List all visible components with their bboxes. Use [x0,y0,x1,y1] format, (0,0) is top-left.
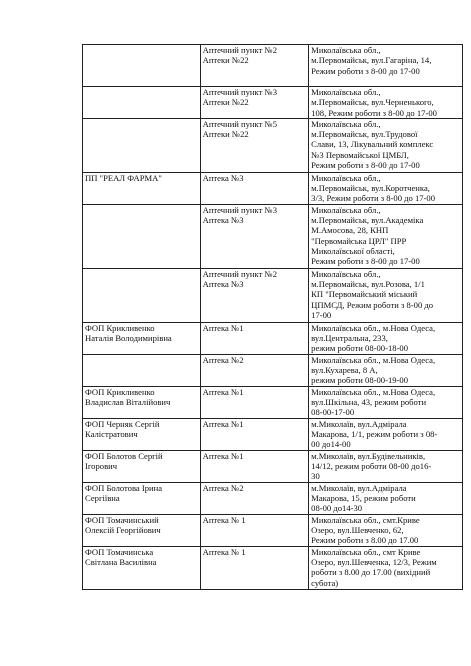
address-cell: м.Миколаїв, вул.Будівельників, 14/12, режим роботи 08-00 до16- 30 [309,450,463,482]
point-cell: Аптечний пункт №5 Аптеки №22 [200,118,309,172]
table-row [83,322,463,354]
table-row [83,354,463,386]
point-cell: Аптека №3 [200,172,309,204]
table-row [83,386,463,418]
owner-cell [83,118,201,172]
address-cell: Миколаївська обл., м.Первомайськ, вул.Черненького, 108, Режим роботи з 8-00 до 17-00 [309,87,463,119]
point-cell: Аптека №1 [200,322,309,354]
pharmacy-table [82,44,463,590]
owner-cell: ФОП Томачинський Олексій Георгійович [83,514,201,546]
point-cell: Аптека № 1 [200,514,309,546]
point-cell: Аптека №2 [200,354,309,386]
address-cell: Миколаївська обл., м.Первомайськ, вул.Гагаріна, 14, Режим роботи з 8-00 до 17-00 [309,45,463,87]
owner-cell: ФОП Болотов Сергій Ігорович [83,450,201,482]
address-cell: Миколаївська обл., м.Первомайськ, вул.Коротченка, 3/3, Режим роботи з 8-00 до 17-00 [309,172,463,204]
point-cell: Аптека №1 [200,418,309,450]
table-row [83,118,463,172]
address-cell: Миколаївська обл., смт Криве Озеро, вул.Шевченка, 12/3, Режим роботи з 8.00 до 17.00 (вихідний субота) [309,546,463,589]
table-row [83,546,463,589]
point-cell: Аптека № 1 [200,546,309,589]
table-row [83,45,463,87]
address-cell: Миколаївська обл., м.Первомайськ, вул.Академіка М.Амосова, 28, КНП "Первомайська ЦРЛ" ПРР Миколаївської області, Режим роботи з 8-00 до 17-00 [309,204,463,268]
point-cell: Аптечний пункт №2 Аптеки №22 [200,45,309,87]
address-cell: м.Миколаїв, вул.Адмірала Макарова, 1/1, режим роботи з 08- 00 до14-00 [309,418,463,450]
point-cell: Аптечний пункт №2 Аптека №3 [200,268,309,322]
address-cell: Миколаївська обл., м.Нова Одеса, вул.Шкільна, 43, режим роботи 08-00-17-00 [309,386,463,418]
owner-cell [83,268,201,322]
owner-cell: ФОП Томачинська Світлана Василівна [83,546,201,589]
owner-cell: ФОП Крикливенко Наталія Володимирівна [83,322,201,354]
address-cell: Миколаївська обл., м.Нова Одеса, вул.Центральна, 233, режим роботи 08-00-18-00 [309,322,463,354]
point-cell: Аптека №2 [200,482,309,514]
point-cell: Аптека №1 [200,450,309,482]
table-row [83,514,463,546]
owner-cell: ПП "РЕАЛ ФАРМА" [83,172,201,204]
owner-cell: ФОП Болотова Ірина Сергіївна [83,482,201,514]
table-row [83,87,463,119]
address-cell: Миколаївська обл., смт.Криве Озеро, вул.Шевченко, 62, Режим роботи з 8.00 до 17.00 [309,514,463,546]
owner-cell: ФОП Крикливенко Владислав Віталійович [83,386,201,418]
address-cell: Миколаївська обл., м.Первомайськ, вул.Трудової Слави, 13, Лікувальний комплекс №3 Первомайської ЦМБЛ, Режим роботи з 8-00 до 17-00 [309,118,463,172]
owner-cell [83,204,201,268]
table-row [83,172,463,204]
address-cell: Миколаївська обл., м.Первомайськ, вул.Розова, 1/1 КП "Первомайський міський ЦПМСД, Режим роботи з 8-00 до 17-00 [309,268,463,322]
address-cell: м.Миколаїв, вул.Адмірала Макарова, 15, режим роботи 08-00 до14-30 [309,482,463,514]
table-row [83,450,463,482]
table-row [83,204,463,268]
table-row [83,268,463,322]
point-cell: Аптечний пункт №3 Аптека №3 [200,204,309,268]
point-cell: Аптека №1 [200,386,309,418]
address-cell: Миколаївська обл., м.Нова Одеса, вул.Кухарева, 8 А, режим роботи 08-00-19-00 [309,354,463,386]
table-row [83,482,463,514]
owner-cell [83,87,201,119]
owner-cell [83,45,201,87]
owner-cell: ФОП Черняк Сергій Калістратович [83,418,201,450]
table-row [83,418,463,450]
point-cell: Аптечний пункт №3 Аптеки №22 [200,87,309,119]
owner-cell [83,354,201,386]
